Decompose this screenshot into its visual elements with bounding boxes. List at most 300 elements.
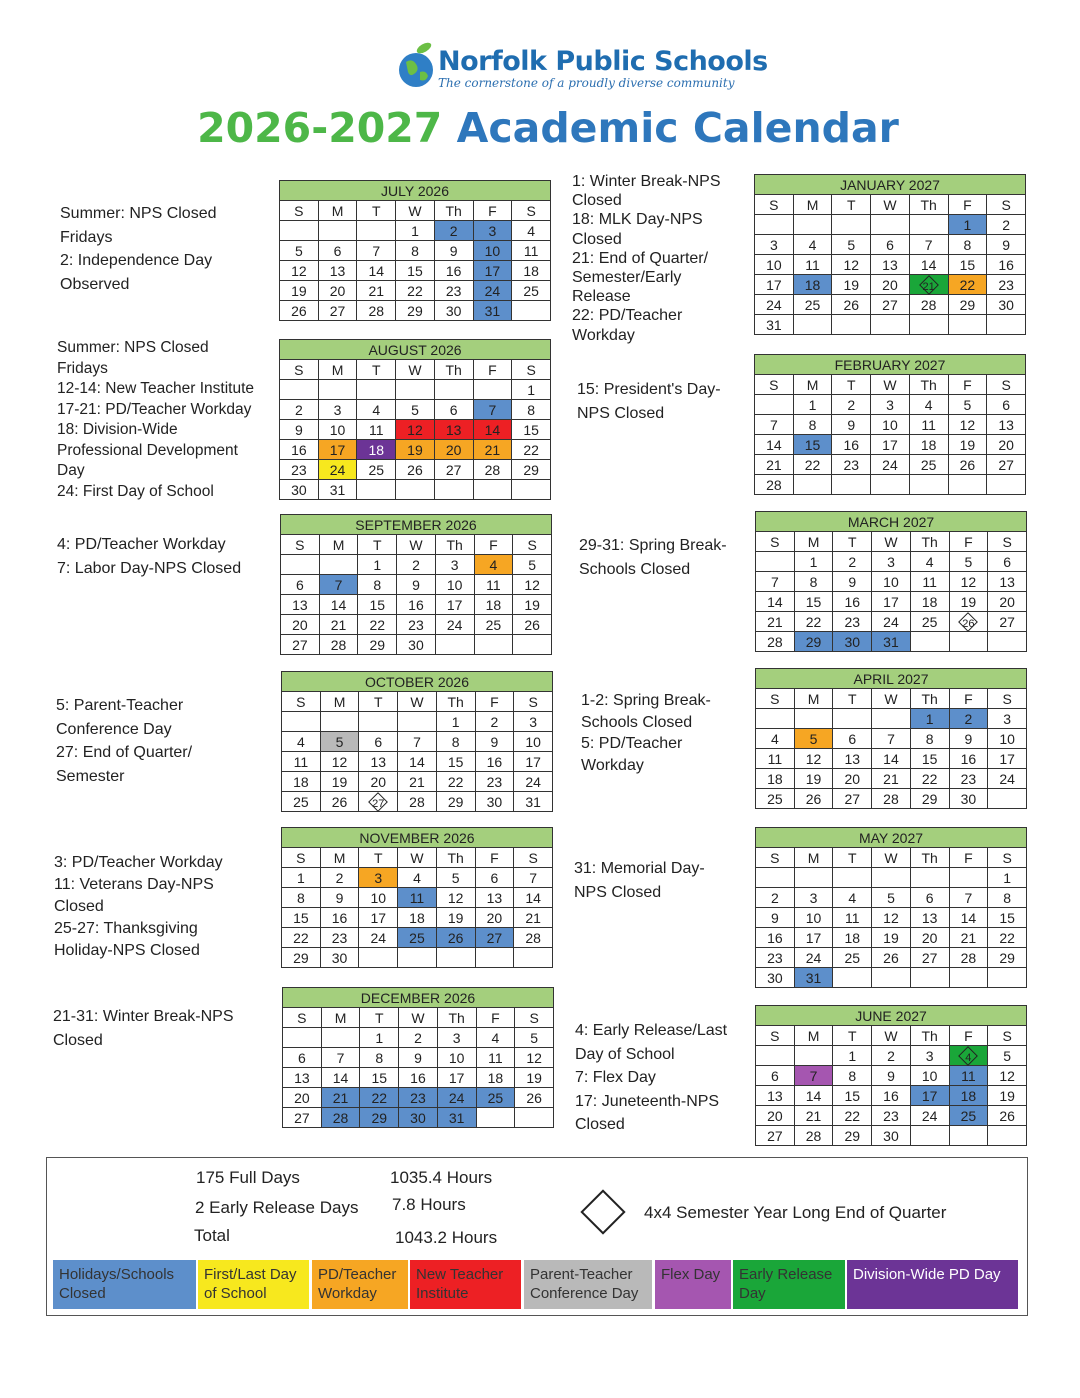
- day-cell: 12: [832, 255, 871, 275]
- day-cell: 29: [833, 1126, 872, 1146]
- day-cell: 28: [949, 948, 988, 968]
- day-cell: [359, 792, 398, 812]
- weekday-label: Th: [909, 375, 948, 395]
- day-cell: 17: [871, 435, 910, 455]
- day-cell: 7: [319, 575, 358, 595]
- early-hours: 7.8 Hours: [392, 1195, 466, 1214]
- day-cell: 12: [396, 420, 435, 440]
- day-cell: 24: [872, 612, 911, 632]
- day-cell: 26: [872, 948, 911, 968]
- empty-cell: [909, 315, 948, 335]
- note-line: 1: Winter Break-NPS: [572, 173, 721, 190]
- day-cell: 6: [434, 400, 473, 420]
- title-text: Academic Calendar: [456, 104, 899, 152]
- day-cell: 9: [949, 729, 988, 749]
- day-cell: 10: [755, 255, 794, 275]
- calendar-nov: [281, 827, 553, 968]
- legend-item: Division-Wide PD Day: [847, 1260, 1018, 1309]
- note-line: Release: [572, 288, 631, 306]
- day-cell: 21: [321, 1088, 360, 1108]
- day-cell: 7: [949, 888, 988, 908]
- day-cell: 16: [434, 261, 473, 281]
- weekday-label: F: [475, 692, 514, 712]
- day-cell: 21: [794, 1106, 833, 1126]
- day-cell: 26: [948, 455, 987, 475]
- empty-cell: [474, 635, 513, 655]
- day-cell: 3: [794, 888, 833, 908]
- day-cell: 2: [434, 221, 473, 241]
- weekday-label: S: [515, 1008, 554, 1028]
- day-cell: 21: [514, 908, 553, 928]
- day-cell: [909, 275, 948, 295]
- day-cell: 13: [283, 1068, 322, 1088]
- day-cell: 5: [515, 1028, 554, 1048]
- month-title: FEBRUARY 2027: [755, 355, 1026, 375]
- day-cell: 19: [988, 1086, 1027, 1106]
- empty-cell: [473, 380, 512, 400]
- day-cell: 22: [948, 275, 987, 295]
- note-line: 11: Veterans Day-NPS: [54, 876, 214, 893]
- notes-oct: [56, 694, 192, 788]
- weekday-label: W: [872, 689, 911, 709]
- empty-cell: [910, 868, 949, 888]
- day-cell: 15: [360, 1068, 399, 1088]
- legend-item: Early Release Day: [733, 1260, 845, 1309]
- day-cell: 7: [473, 400, 512, 420]
- full-days: 175 Full Days: [196, 1168, 300, 1187]
- day-cell: 30: [320, 948, 359, 968]
- note-line: 7: Flex Day: [575, 1069, 656, 1086]
- day-cell: 17: [872, 592, 911, 612]
- day-cell: 3: [755, 235, 794, 255]
- empty-cell: [280, 221, 319, 241]
- day-cell: 13: [281, 595, 320, 615]
- day-cell: 6: [318, 241, 357, 261]
- empty-cell: [988, 632, 1027, 652]
- day-cell: 7: [794, 1066, 833, 1086]
- empty-cell: [280, 380, 319, 400]
- day-cell: 12: [280, 261, 319, 281]
- month-title: JANUARY 2027: [755, 175, 1026, 195]
- day-cell: 28: [319, 635, 358, 655]
- day-cell: 18: [357, 440, 396, 460]
- day-cell: 25: [909, 455, 948, 475]
- day-cell: 2: [280, 400, 319, 420]
- weekday-label: M: [794, 532, 833, 552]
- empty-cell: [949, 868, 988, 888]
- empty-cell: [987, 315, 1026, 335]
- empty-cell: [434, 380, 473, 400]
- day-cell: 18: [474, 595, 513, 615]
- weekday-label: S: [280, 360, 319, 380]
- day-cell: 6: [988, 552, 1027, 572]
- empty-cell: [909, 475, 948, 495]
- weekday-label: T: [832, 195, 871, 215]
- day-cell: 17: [437, 1068, 476, 1088]
- day-cell: 9: [320, 888, 359, 908]
- day-cell: 20: [318, 281, 357, 301]
- weekday-label: Th: [434, 201, 473, 221]
- day-cell: 9: [475, 732, 514, 752]
- day-cell: 6: [281, 575, 320, 595]
- weekday-label: F: [949, 532, 988, 552]
- note-line: Closed: [575, 1116, 625, 1133]
- weekday-label: S: [988, 1026, 1027, 1046]
- calendar-aug: [279, 339, 551, 500]
- empty-cell: [871, 475, 910, 495]
- empty-cell: [283, 1028, 322, 1048]
- day-cell: 29: [282, 948, 321, 968]
- day-cell: 20: [281, 615, 320, 635]
- day-cell: 9: [397, 575, 436, 595]
- note-line: Day: [57, 462, 85, 479]
- note-line: 29-31: Spring Break-: [579, 537, 727, 554]
- weekday-label: W: [397, 535, 436, 555]
- day-cell: 11: [910, 572, 949, 592]
- day-cell: 10: [988, 729, 1027, 749]
- day-cell: 31: [318, 480, 357, 500]
- empty-cell: [476, 1108, 515, 1128]
- weekday-label: M: [318, 360, 357, 380]
- empty-cell: [321, 1028, 360, 1048]
- day-cell: 11: [398, 888, 437, 908]
- note-line: 4: PD/Teacher Workday: [57, 536, 226, 553]
- weekday-label: T: [833, 1026, 872, 1046]
- empty-cell: [318, 380, 357, 400]
- notes-mar: [579, 534, 727, 581]
- day-cell: 14: [398, 752, 437, 772]
- weekday-label: S: [755, 195, 794, 215]
- notes-jan: [572, 172, 720, 345]
- note-line: 17: Juneteenth-NPS: [575, 1092, 720, 1110]
- day-cell: 5: [832, 235, 871, 255]
- day-cell: 10: [872, 572, 911, 592]
- note-line: Schools Closed: [579, 560, 691, 578]
- day-cell: 22: [794, 612, 833, 632]
- weekday-label: Th: [435, 535, 474, 555]
- empty-cell: [434, 480, 473, 500]
- note-line: 5: Parent-Teacher: [56, 697, 184, 714]
- legend-item: Flex Day: [655, 1260, 731, 1309]
- weekday-label: Th: [436, 692, 475, 712]
- note-line: 18: MLK Day-NPS: [572, 211, 703, 229]
- day-cell: 27: [988, 612, 1027, 632]
- calendar-jan: [754, 174, 1026, 335]
- empty-cell: [475, 948, 514, 968]
- day-cell: 15: [794, 592, 833, 612]
- day-cell: 1: [793, 395, 832, 415]
- day-cell: 3: [473, 221, 512, 241]
- note-line: Observed: [60, 275, 130, 293]
- day-cell: 13: [359, 752, 398, 772]
- note-line: Workday: [572, 326, 635, 344]
- day-cell: 12: [872, 908, 911, 928]
- note-line: Conference Day: [56, 720, 172, 738]
- empty-cell: [794, 868, 833, 888]
- day-cell: 11: [357, 420, 396, 440]
- day-cell: 14: [755, 435, 794, 455]
- day-cell: 6: [871, 235, 910, 255]
- day-cell: 19: [949, 592, 988, 612]
- day-cell: 25: [282, 792, 321, 812]
- day-cell: 18: [910, 592, 949, 612]
- notes-apr: [581, 690, 711, 776]
- empty-cell: [435, 635, 474, 655]
- day-cell: 2: [872, 1046, 911, 1066]
- empty-cell: [359, 712, 398, 732]
- note-line: Closed: [54, 898, 104, 915]
- empty-cell: [513, 635, 552, 655]
- day-cell: 11: [512, 241, 551, 261]
- weekday-label: Th: [436, 848, 475, 868]
- day-cell: 10: [910, 1066, 949, 1086]
- day-cell: 3: [435, 555, 474, 575]
- empty-cell: [359, 948, 398, 968]
- day-cell: 25: [357, 460, 396, 480]
- weekday-label: T: [359, 692, 398, 712]
- empty-cell: [949, 968, 988, 988]
- day-cell: 2: [397, 555, 436, 575]
- note-line: 4: Early Release/Last: [575, 1022, 728, 1039]
- day-cell: 20: [359, 772, 398, 792]
- day-cell: 25: [476, 1088, 515, 1108]
- weekday-label: T: [357, 201, 396, 221]
- day-cell: 8: [396, 241, 435, 261]
- note-line: 25-27: Thanksgiving: [54, 920, 198, 937]
- day-cell: 7: [357, 241, 396, 261]
- day-cell: 16: [987, 255, 1026, 275]
- weekday-label: S: [514, 692, 553, 712]
- note-line: 2: Independence Day: [60, 252, 213, 269]
- empty-cell: [398, 712, 437, 732]
- empty-cell: [871, 315, 910, 335]
- empty-cell: [794, 709, 833, 729]
- legend-item: Parent-Teacher Conference Day: [524, 1260, 652, 1309]
- day-cell: 28: [321, 1108, 360, 1128]
- notes-may: [574, 857, 705, 904]
- day-cell: 23: [399, 1088, 438, 1108]
- day-cell: 23: [833, 612, 872, 632]
- day-cell: 23: [320, 928, 359, 948]
- day-cell: 24: [910, 1106, 949, 1126]
- day-cell: 24: [988, 769, 1027, 789]
- day-cell: 9: [280, 420, 319, 440]
- empty-cell: [833, 968, 872, 988]
- day-cell: 5: [280, 241, 319, 261]
- day-cell: 22: [910, 769, 949, 789]
- day-cell: 27: [283, 1108, 322, 1128]
- day-cell: 27: [910, 948, 949, 968]
- weekday-label: F: [948, 375, 987, 395]
- day-cell: 2: [475, 712, 514, 732]
- day-cell: 29: [512, 460, 551, 480]
- day-cell: 21: [319, 615, 358, 635]
- empty-cell: [756, 1046, 795, 1066]
- empty-cell: [756, 868, 795, 888]
- note-line: Workday: [581, 756, 644, 774]
- day-cell: 19: [948, 435, 987, 455]
- note-line: 21-31: Winter Break-NPS: [53, 1008, 234, 1025]
- day-cell: 30: [399, 1108, 438, 1128]
- day-cell: 19: [436, 908, 475, 928]
- day-cell: 27: [987, 455, 1026, 475]
- day-cell: 13: [756, 1086, 795, 1106]
- empty-cell: [948, 315, 987, 335]
- month-title: JULY 2026: [280, 181, 551, 201]
- day-cell: 8: [910, 729, 949, 749]
- total-hours: 1043.2 Hours: [395, 1228, 498, 1247]
- day-cell: 20: [283, 1088, 322, 1108]
- day-cell: 6: [359, 732, 398, 752]
- day-cell: 20: [833, 769, 872, 789]
- notes-feb: [577, 378, 721, 425]
- day-cell: 1: [910, 709, 949, 729]
- month-title: OCTOBER 2026: [282, 672, 553, 692]
- day-cell: 26: [794, 789, 833, 809]
- day-cell: 15: [833, 1086, 872, 1106]
- day-cell: 15: [282, 908, 321, 928]
- day-cell: 11: [282, 752, 321, 772]
- empty-cell: [320, 712, 359, 732]
- day-cell: 19: [320, 772, 359, 792]
- day-cell: 29: [988, 948, 1027, 968]
- day-cell: 16: [399, 1068, 438, 1088]
- day-cell: 20: [987, 435, 1026, 455]
- day-cell: 17: [514, 752, 553, 772]
- day-cell: 20: [434, 440, 473, 460]
- day-cell: 26: [280, 301, 319, 321]
- month-title: JUNE 2027: [756, 1006, 1027, 1026]
- day-cell: 19: [832, 275, 871, 295]
- day-cell: 11: [756, 749, 795, 769]
- calendar-jul: [279, 180, 551, 321]
- weekday-label: W: [872, 848, 911, 868]
- day-cell: 31: [437, 1108, 476, 1128]
- month-title: APRIL 2027: [756, 669, 1027, 689]
- day-cell: 21: [473, 440, 512, 460]
- empty-cell: [794, 1046, 833, 1066]
- full-hours: 1035.4 Hours: [390, 1168, 493, 1187]
- day-cell: 13: [475, 888, 514, 908]
- day-cell: 8: [358, 575, 397, 595]
- weekday-label: W: [872, 532, 911, 552]
- day-cell: 3: [872, 552, 911, 572]
- day-cell: 2: [756, 888, 795, 908]
- day-cell: 5: [872, 888, 911, 908]
- weekday-label: F: [949, 1026, 988, 1046]
- empty-cell: [872, 968, 911, 988]
- day-cell: 10: [437, 1048, 476, 1068]
- day-cell: 1: [436, 712, 475, 732]
- note-line: Semester/Early: [572, 269, 682, 287]
- notes-nov: [54, 852, 223, 962]
- day-cell: [949, 612, 988, 632]
- day-cell: 6: [283, 1048, 322, 1068]
- weekday-label: W: [396, 201, 435, 221]
- day-cell: 3: [871, 395, 910, 415]
- weekday-label: F: [474, 535, 513, 555]
- title-years: 2026-2027: [197, 104, 443, 152]
- legend-item: First/Last Day of School: [198, 1260, 309, 1309]
- day-cell: 4: [282, 732, 321, 752]
- day-cell: 3: [988, 709, 1027, 729]
- day-cell: 16: [475, 752, 514, 772]
- day-cell: 20: [988, 592, 1027, 612]
- day-cell: 11: [476, 1048, 515, 1068]
- day-cell: 26: [320, 792, 359, 812]
- empty-cell: [872, 709, 911, 729]
- note-line: 3: PD/Teacher Workday: [54, 854, 223, 871]
- day-cell: 1: [360, 1028, 399, 1048]
- day-cell: 22: [436, 772, 475, 792]
- day-cell: 5: [949, 552, 988, 572]
- weekday-label: M: [793, 195, 832, 215]
- weekday-label: F: [949, 689, 988, 709]
- day-cell: 24: [437, 1088, 476, 1108]
- day-cell: 2: [320, 868, 359, 888]
- day-cell: 14: [949, 908, 988, 928]
- weekday-label: S: [988, 848, 1027, 868]
- empty-cell: [319, 555, 358, 575]
- weekday-label: T: [359, 848, 398, 868]
- empty-cell: [755, 215, 794, 235]
- empty-cell: [793, 215, 832, 235]
- day-cell: 3: [318, 400, 357, 420]
- day-cell: 23: [280, 460, 319, 480]
- weekday-label: M: [318, 201, 357, 221]
- day-cell: 14: [514, 888, 553, 908]
- day-cell: 1: [358, 555, 397, 575]
- note-line: 18: Division-Wide: [57, 421, 178, 438]
- weekday-label: T: [357, 360, 396, 380]
- day-cell: 31: [514, 792, 553, 812]
- day-cell: 19: [280, 281, 319, 301]
- weekday-label: S: [756, 532, 795, 552]
- calendar-oct: [281, 671, 553, 812]
- day-cell: 7: [321, 1048, 360, 1068]
- weekday-label: S: [756, 1026, 795, 1046]
- note-line: 15: President's Day-: [577, 381, 721, 398]
- empty-cell: [318, 221, 357, 241]
- day-cell: 23: [475, 772, 514, 792]
- day-cell: 12: [436, 888, 475, 908]
- day-number: 21: [922, 280, 935, 293]
- legend-item: PD/Teacher Workday: [312, 1260, 408, 1309]
- day-cell: 9: [399, 1048, 438, 1068]
- empty-cell: [793, 315, 832, 335]
- empty-cell: [987, 475, 1026, 495]
- note-line: 27: End of Quarter/: [56, 744, 193, 761]
- day-cell: 27: [318, 301, 357, 321]
- weekday-label: S: [283, 1008, 322, 1028]
- day-cell: 25: [793, 295, 832, 315]
- day-cell: 26: [832, 295, 871, 315]
- day-cell: [949, 1046, 988, 1066]
- day-cell: 14: [319, 595, 358, 615]
- month-title: MARCH 2027: [756, 512, 1027, 532]
- day-cell: 1: [282, 868, 321, 888]
- day-cell: 27: [475, 928, 514, 948]
- day-cell: 13: [910, 908, 949, 928]
- day-cell: 11: [793, 255, 832, 275]
- calendar-feb: [754, 354, 1026, 495]
- empty-cell: [357, 380, 396, 400]
- day-cell: 10: [435, 575, 474, 595]
- notes-aug: [57, 338, 254, 502]
- empty-cell: [872, 868, 911, 888]
- page-title: [0, 104, 1080, 152]
- day-cell: 29: [358, 635, 397, 655]
